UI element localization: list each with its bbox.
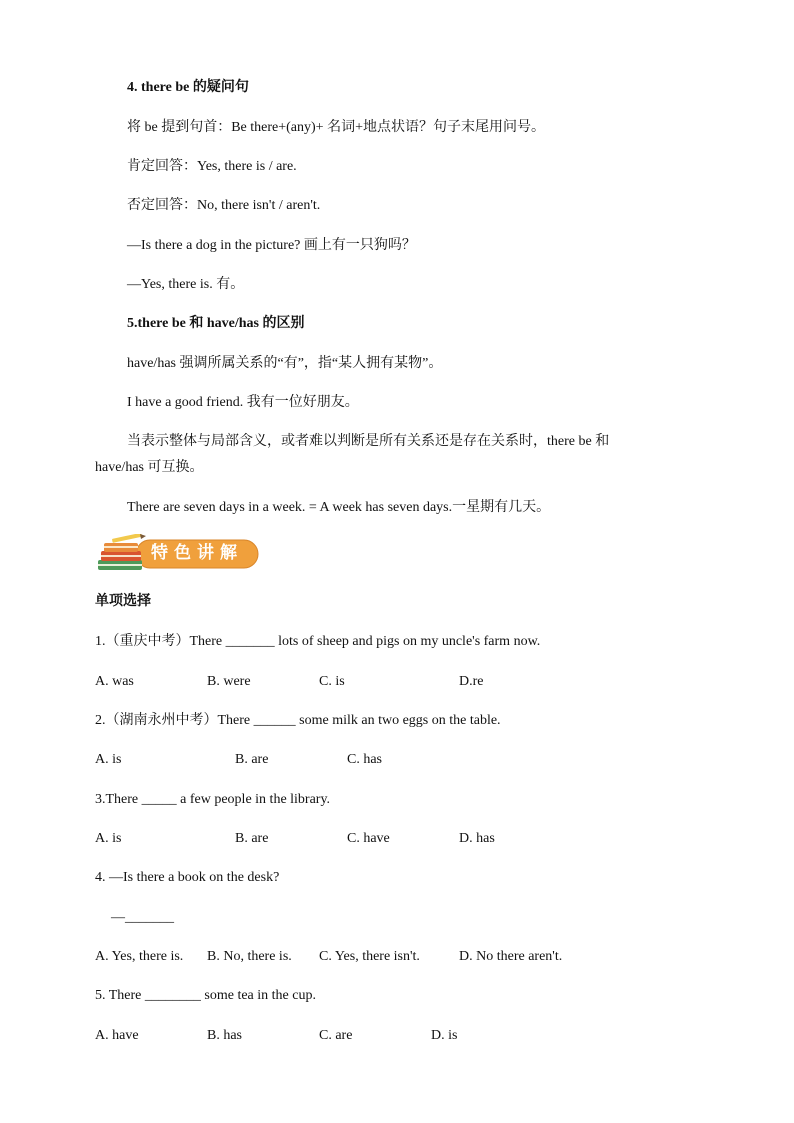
example-answer: —Yes, there is. 有。 xyxy=(127,277,245,292)
question-1-stem: 1.（重庆中考）There _______ lots of sheep and pigs on my uncle's farm now. xyxy=(95,634,541,649)
question-2-option-a: A. is xyxy=(95,752,122,767)
question-4-option-a: A. Yes, there is. xyxy=(95,949,184,964)
question-1-option-c: C. is xyxy=(319,674,345,689)
exercise-title: 单项选择 xyxy=(95,594,151,609)
question-2-option-c: C. has xyxy=(347,752,382,767)
interchange-example: There are seven days in a week. = A week has seven days.一星期有几天。 xyxy=(127,500,551,515)
havehas-example: I have a good friend. 我有一位好朋友。 xyxy=(127,395,359,410)
question-5-option-c: C. are xyxy=(319,1028,353,1043)
question-1-option-a: A. was xyxy=(95,674,134,689)
question-3-option-a: A. is xyxy=(95,831,122,846)
question-4-answer-blank: —_______ xyxy=(111,910,174,925)
question-5-option-a: A. have xyxy=(95,1028,139,1043)
question-4-option-b: B. No, there is. xyxy=(207,949,292,964)
question-2-stem: 2.（湖南永州中考）There ______ some milk an two eggs on the table. xyxy=(95,713,501,728)
question-5-stem: 5. There ________ some tea in the cup. xyxy=(95,988,316,1003)
question-1-option-d: D.re xyxy=(459,674,484,689)
badge-label: 特色讲解 xyxy=(151,543,243,563)
interchange-line-2: have/has 可互换。 xyxy=(95,460,204,475)
question-4-stem: 4. —Is there a book on the desk? xyxy=(95,870,280,885)
section-heading-4: 4. there be 的疑问句 xyxy=(127,80,249,95)
question-3-stem: 3.There _____ a few people in the library. xyxy=(95,792,331,807)
havehas-rule: have/has 强调所属关系的“有”，指“某人拥有某物”。 xyxy=(127,356,443,371)
question-4-option-d: D. No there aren't. xyxy=(459,949,563,964)
question-3-option-b: B. are xyxy=(235,831,269,846)
rule-line: 将 be 提到句首：Be there+(any)+ 名词+地点状语？句子末尾用问号。 xyxy=(127,120,545,135)
question-4-option-c: C. Yes, there isn't. xyxy=(319,949,420,964)
positive-answer: 肯定回答：Yes, there is / are. xyxy=(127,159,297,174)
question-5-option-d: D. is xyxy=(431,1028,458,1043)
question-3-option-c: C. have xyxy=(347,831,390,846)
question-5-option-b: B. has xyxy=(207,1028,242,1043)
question-1-option-b: B. were xyxy=(207,674,251,689)
feature-badge xyxy=(96,534,260,574)
example-question: —Is there a dog in the picture? 画上有一只狗吗？ xyxy=(127,238,416,253)
question-2-option-b: B. are xyxy=(235,752,269,767)
interchange-line-1: 当表示整体与局部含义，或者难以判断是所有关系还是存在关系时，there be 和 xyxy=(127,434,610,449)
section-heading-5: 5.there be 和 have/has 的区别 xyxy=(127,316,305,331)
negative-answer: 否定回答：No, there isn't / aren't. xyxy=(127,198,321,213)
question-3-option-d: D. has xyxy=(459,831,495,846)
